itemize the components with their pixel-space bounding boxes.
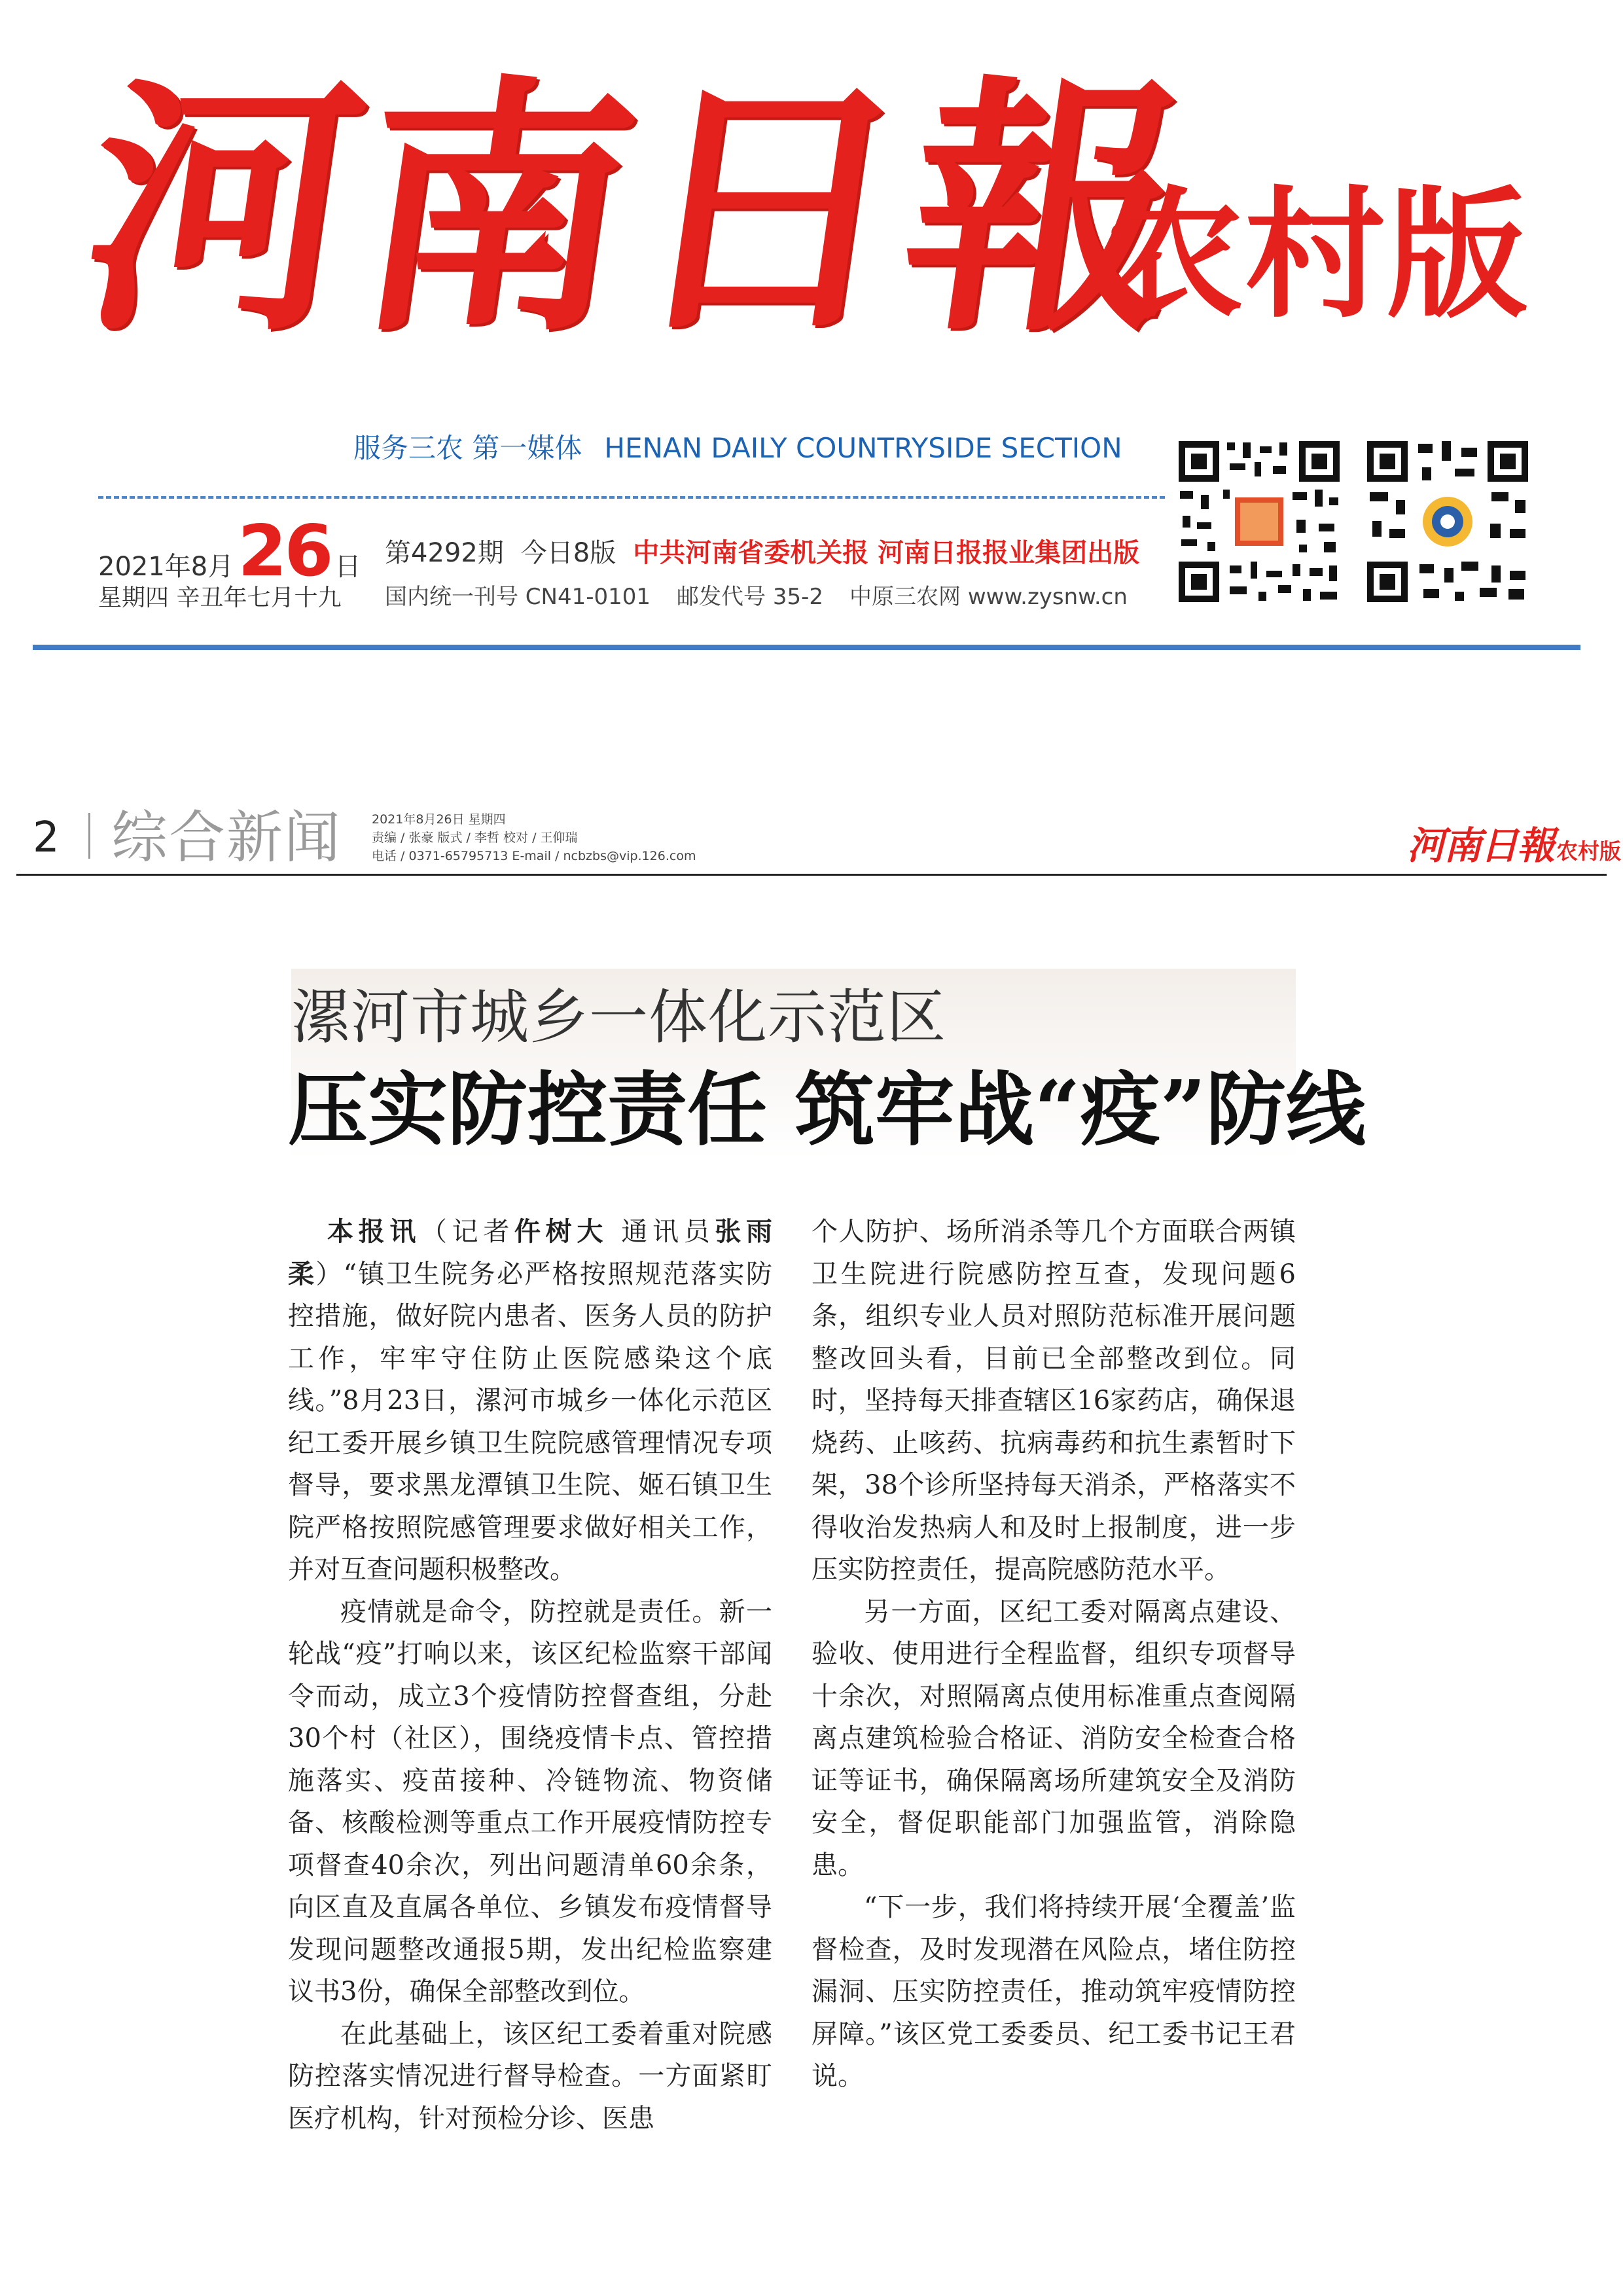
registration-info <box>385 579 1170 615</box>
date-year-month: 2021年8月 <box>98 552 234 582</box>
issue-number: 第4292期 <box>385 538 504 568</box>
article-paragraph <box>288 1211 772 1591</box>
article-column-left <box>288 1211 772 2153</box>
english-title: HENAN DAILY COUNTRYSIDE SECTION <box>604 432 1122 464</box>
lunar-date: 星期四 辛丑年七月十九 <box>98 584 342 611</box>
cn-number: 国内统一刊号 CN41-0101 <box>385 584 651 610</box>
meta-date: 2021年8月26日 星期四 <box>372 812 506 827</box>
byline-close: ） <box>315 1259 344 1289</box>
page-logo-title: 河南日報 <box>1407 823 1554 868</box>
page-number: 2 <box>33 814 60 862</box>
article-paragraph: 在此基础上，该区纪工委着重对院感防控落实情况进行督导检查。一方面紧盯医疗机构，针对预检分诊、医患 <box>288 2018 772 2134</box>
meta-editors: 责编 / 张豪 版式 / 李哲 校对 / 王仰瑞 <box>372 831 578 845</box>
masthead-rule <box>33 645 1580 650</box>
postal-code: 邮发代号 35-2 <box>677 584 824 610</box>
publisher: 中共河南省委机关报 河南日报报业集团出版 <box>633 538 1140 568</box>
page-logo-edition: 农村版 <box>1556 838 1622 864</box>
page-header-separator <box>88 813 90 859</box>
slogan: 服务三农 第一媒体 <box>353 432 582 464</box>
article-title: 压实防控责任 筑牢战“疫”防线 <box>288 1062 1366 1157</box>
byline-reporter: 仵树大 <box>514 1217 608 1247</box>
article-paragraph: 疫情就是命令，防控就是责任。新一轮战“疫”打响以来，该区纪检监察干部闻令而动，成立3个疫情防控督查组，分赴30个村（社区），围绕疫情卡点、管控措施落实、疫苗接种、冷链物流、物资储备、核酸检测等重点工作开展疫情防控专项督查40余次，列出问题清单60余条，向区直及直属各单位、乡镇发布疫情督导发现问题整改通报5期，发出纪检监察建议书3份，确保全部整改到位。 <box>288 1596 772 2007</box>
article-paragraph: 个人防护、场所消杀等几个方面联合两镇卫生院进行院感防控互查，发现问题6条，组织专业人员对照防范标准开展问题整改回头看，目前已全部整改到位。同时，坚持每天排查辖区16家药店，确保退烧药、止咳药、抗病毒药和抗生素暂时下架，38个诊所坚持每天消杀，严格落实不得收治发热病人和及时上报制度，进一步压实防控责任，提高院感防范水平。 <box>812 1217 1296 1585</box>
masthead-edition: 农村版 <box>1103 173 1529 337</box>
article-column-right <box>812 1211 1296 2153</box>
qr-code-icon <box>1363 437 1532 606</box>
date-suffix: 日 <box>334 552 361 582</box>
byline-correspondent: 张雨柔 <box>288 1217 772 1289</box>
qr-code-icon <box>1175 437 1344 606</box>
page-meta <box>372 810 830 869</box>
article-subtitle: 漯河市城乡一体化示范区 <box>291 983 946 1052</box>
article-paragraph: “下一步，我们将持续开展‘全覆盖’监督检查，及时发现潜在风险点，堵住防控漏洞、压实防控责任，推动筑牢疫情防控屏障。”该区党工委委员、纪工委书记王君说。 <box>812 1892 1296 2091</box>
meta-contact: 电话 / 0371-65795713 E-mail / ncbzbs@vip.126.com <box>372 849 696 863</box>
tagline <box>353 425 1152 471</box>
byline-mid: 通讯员 <box>608 1217 715 1247</box>
issue-info <box>385 533 1170 573</box>
issue-date <box>98 511 361 592</box>
byline-label: 本报讯 <box>327 1217 421 1247</box>
page-header-rule <box>16 874 1607 876</box>
pages-today: 今日8版 <box>520 538 616 568</box>
date-day: 26 <box>238 511 331 592</box>
byline-open: （记者 <box>421 1217 514 1247</box>
masthead-title: 河南日報 <box>66 52 1205 367</box>
website: 中原三农网 www.zysnw.cn <box>849 584 1128 610</box>
paragraph-text: “镇卫生院务必严格按照规范落实防控措施，做好院内患者、医务人员的防护工作，牢牢守住防止医院感染这个底线。”8月23日，漯河市城乡一体化示范区纪工委开展乡镇卫生院院感管理情况专项督导，要求黑龙潭镇卫生院、姬石镇卫生院严格按照院感管理要求做好相关工作，并对互查问题积极整改。 <box>288 1259 772 1585</box>
article-paragraph: 另一方面，区纪工委对隔离点建设、验收、使用进行全程监督，组织专项督导十余次，对照隔离点使用标准重点查阅隔离点建筑检验合格证、消防安全检查合格证等证书，确保隔离场所建筑安全及消防安全，督促职能部门加强监管，消除隐患。 <box>812 1596 1296 1880</box>
section-title: 综合新闻 <box>111 805 342 870</box>
page-logo <box>1407 815 1622 868</box>
dashed-divider <box>98 496 1165 499</box>
